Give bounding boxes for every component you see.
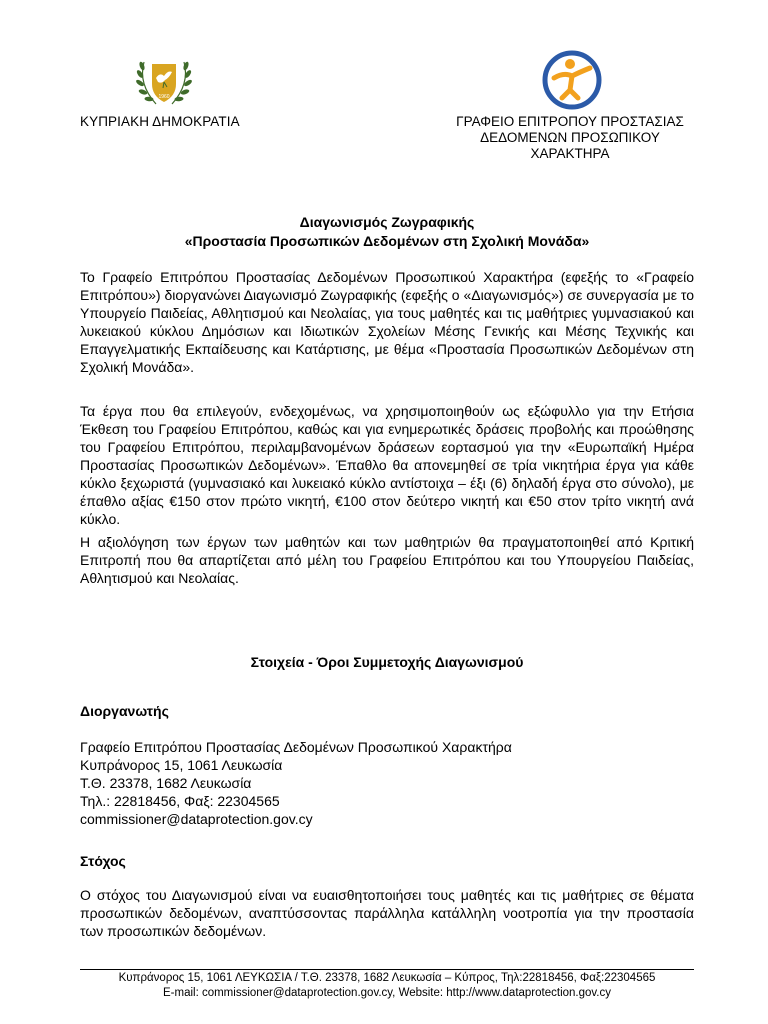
organizer-email-link[interactable]: commissioner@dataprotection.gov.cy (80, 811, 313, 827)
prizes-paragraph: Τα έργα που θα επιλεγούν, ενδεχομένως, να χρησιμοποιηθούν ως εξώφυλλο για την Ετήσια Έκθεση του Γραφείου Επιτρόπου, καθώς και για ενημερωτικές δράσεις προβολής και προώθησης του Γραφείου Επιτρόπου, περιλαμβανομένων δράσεων εορτασμού για την «Ευρωπαϊκή Ημέρα Προστασίας Προσωπικών Δεδομένων». Έπαθλο θα απονεμηθεί σε τρία νικητήρια έργα για κάθε κύκλο ξεχωριστά (γυμνασιακό και λυκειακό κύκλο αντίστοιχα – έξι (6) δηλαδή έργα στο σύνολο), με έπαθλο αξίας €150 στον πρώτο νικητή, €100 στον δεύτερο νικητή και €50 στον τρίτο νικητή ανά κύκλο. (80, 403, 694, 527)
footer-address: Κυπράνορος 15, 1061 ΛΕΥΚΩΣΙΑ / Τ.Θ. 23378, 1682 Λευκωσία – Κύπρος, Τηλ:22818456, Φαξ:22304565 (118, 972, 656, 984)
document-title: Διαγωνισμός Ζωγραφικής (299, 214, 475, 230)
data-protection-logo-icon (540, 48, 604, 112)
intro-paragraph: Το Γραφείο Επιτρόπου Προστασίας Δεδομένων Προσωπικού Χαρακτήρα (εφεξής το «Γραφείο Επιτρόπου») διοργανώνει Διαγωνισμό Ζωγραφικής (εφεξής ο «Διαγωνισμός») σε συνεργασία με το Υπουργείο Παιδείας, Αθλητισμού και Νεολαίας, για τους μαθητές και τις μαθήτριες γυμνασιακού και λυκειακού κύκλου Δημόσιων και Ιδιωτικών Σχολείων Μέσης Γενικής και Μέσης Τεχνικής και Επαγγελματικής Εκπαίδευσης και Κατάρτισης, με θέμα «Προστασία Προσωπικών Δεδομένων στη Σχολική Μονάδα». (80, 269, 694, 375)
organizer-contact (80, 738, 512, 828)
office-name-line: ΧΑΡΑΚΤΗΡΑ (530, 146, 610, 161)
footer-divider (80, 969, 694, 970)
office-name-line: ΔΕΔΟΜΕΝΩΝ ΠΡΟΣΩΠΙΚΟΥ (480, 130, 660, 145)
office-name-line: ΓΡΑΦΕΙΟ ΕΠΙΤΡΟΠΟΥ ΠΡΟΣΤΑΣΙΑΣ (456, 114, 684, 129)
document-subtitle: «Προστασία Προσωπικών Δεδομένων στη Σχολική Μονάδα» (184, 233, 590, 249)
goal-paragraph: Ο στόχος του Διαγωνισμού είναι να ευαισθητοποιήσει τους μαθητές και τις μαθήτριες σε θέματα προσωπικών δεδομένων, αναπτύσσοντας παράλληλα κατάλληλη νοοτροπία για την προστασία των προσωπικών δεδομένων. (80, 887, 694, 939)
section-title: Στοιχεία - Όροι Συμμετοχής Διαγωνισμού (250, 654, 524, 670)
organizer-heading: Διοργανωτής (80, 703, 169, 719)
goal-heading: Στόχος (80, 853, 126, 869)
organizer-po-box: Τ.Θ. 23378, 1682 Λευκωσία (80, 775, 252, 791)
organizer-name: Γραφείο Επιτρόπου Προστασίας Δεδομένων Προσωπικού Χαρακτήρα (80, 739, 512, 755)
svg-text:1960: 1960 (158, 94, 170, 100)
organizer-address: Κυπράνορος 15, 1061 Λευκωσία (80, 757, 283, 773)
organizer-phone-fax: Τηλ.: 22818456, Φαξ: 22304565 (80, 793, 280, 809)
office-name (430, 114, 710, 162)
evaluation-paragraph: Η αξιολόγηση των έργων των μαθητών και των μαθητριών θα πραγματοποιηθεί από Κριτική Επιτροπή που θα απαρτίζεται από μέλη του Γραφείου Επιτρόπου και του Υπουργείου Παιδείας, Αθλητισμού και Νεολαίας. (80, 534, 694, 586)
country-name: ΚΥΠΡΙΑΚΗ ΔΗΜΟΚΡΑΤΙΑ (80, 114, 240, 129)
footer-contact: E-mail: commissioner@dataprotection.gov.cy, Website: http://www.dataprotection.gov.cy (162, 987, 611, 999)
cyprus-coat-of-arms-icon (134, 52, 194, 110)
